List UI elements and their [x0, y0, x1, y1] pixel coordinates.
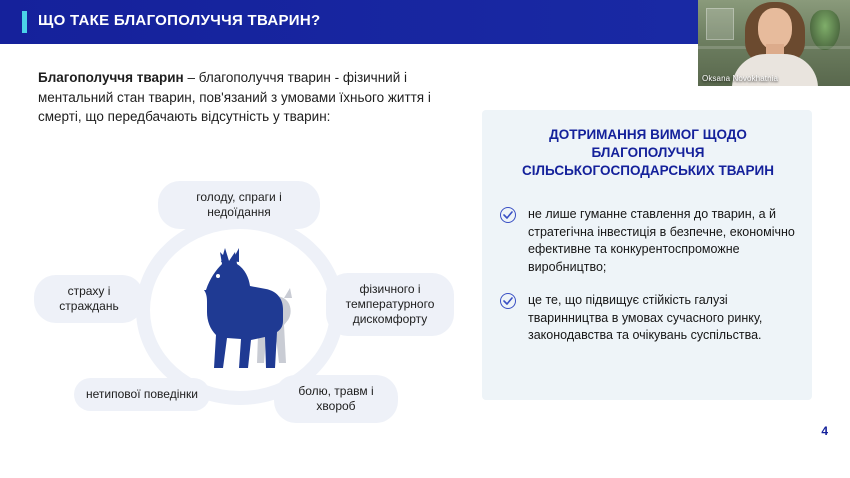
panel-title: ДОТРИМАННЯ ВИМОГ ЩОДО БЛАГОПОЛУЧЧЯ СІЛЬСЬКОГОСПОДАРСЬКИХ ТВАРИН: [522, 127, 774, 179]
diagram-label-hunger: голоду, спраги і недоїдання: [158, 181, 320, 229]
list-item-text: не лише гуманне ставлення до тварин, а й стратегічна інвестиція в безпечне, економічно ефективне та конкурентоспроможне виробництво;: [528, 207, 795, 274]
horse-and-goat-icon: [166, 240, 316, 380]
diagram-label-fear: страху і страждань: [34, 275, 144, 323]
header-accent-bar: [22, 11, 27, 33]
wall-picture-frame: [706, 8, 734, 40]
diagram-label-behaviour: нетипової поведінки: [74, 378, 210, 411]
panel-bullet-list: [500, 206, 796, 361]
presenter-name-label: Oksana Novokhatnia: [702, 74, 779, 83]
page-title: ЩО ТАКЕ БЛАГОПОЛУЧЧЯ ТВАРИН?: [38, 12, 321, 29]
welfare-freedoms-diagram: [26, 175, 456, 440]
list-item-text: це те, що підвищує стійкість галузі тваринництва в умовах сучасного ринку, законодавства та очікувань суспільства.: [528, 293, 763, 342]
intro-body-text: – благополуччя тварин - фізичний і ментальний стан тварин, пов'язаний з умовами їхнього життя і смерті, що передбачають відсутність у тварин:: [38, 70, 431, 125]
diagram-label-pain: болю, травм і хвороб: [274, 375, 398, 423]
check-circle-icon: [500, 293, 516, 309]
intro-lead-term: Благополуччя тварин: [38, 70, 184, 85]
list-item: [500, 206, 796, 276]
list-item: [500, 292, 796, 345]
slide-bottom-band: [0, 454, 850, 478]
requirements-panel: [482, 110, 812, 400]
diagram-label-discomfort: фізичного і температурного дискомфорту: [326, 273, 454, 336]
plant-icon: [810, 10, 840, 50]
intro-paragraph: [38, 68, 438, 127]
check-circle-icon: [500, 207, 516, 223]
page-number: 4: [821, 424, 828, 438]
webcam-overlay[interactable]: [698, 0, 850, 86]
